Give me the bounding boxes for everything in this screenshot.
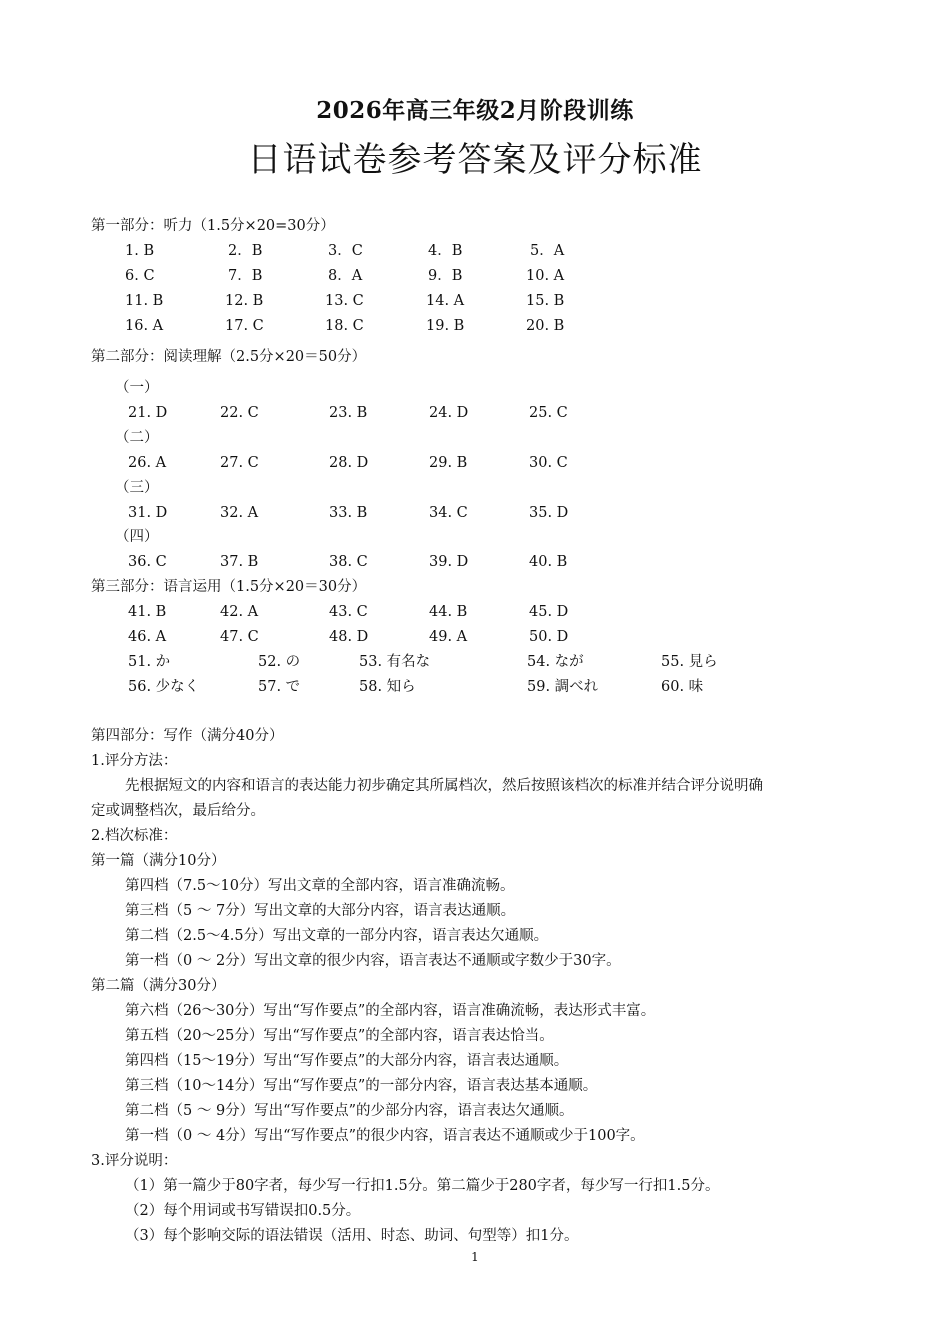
answer-item: 29. B [429, 455, 468, 471]
answer-item: 24. D [429, 405, 469, 421]
notes-title: 3.评分说明： [91, 1153, 178, 1169]
answer-item: 56. 少なく [128, 679, 200, 695]
essay2-level: 第三档（10～14分）写出“写作要点”的一部分内容，语言表达基本通顺。 [125, 1078, 598, 1094]
answer-item: 32. A [220, 505, 259, 521]
answer-item: 8．A [328, 268, 363, 284]
answer-item: 52. の [258, 654, 301, 670]
note-item: （1）第一篇少于80字者，每少写一行扣1.5分。第二篇少于280字者，每少写一行扣1.5分。 [125, 1178, 720, 1194]
essay1-level: 第二档（2.5～4.5分）写出文章的一部分内容，语言表达欠通顺。 [125, 928, 549, 944]
answer-item: 20. B [526, 318, 565, 334]
answer-item: 17. C [225, 318, 264, 334]
document-title: 日语试卷参考答案及评分标准 [247, 140, 703, 180]
group-label: （三） [115, 480, 159, 496]
note-item: （2）每个用词或书写错误扣0.5分。 [125, 1203, 361, 1219]
note-item: （3）每个影响交际的语法错误（活用、时态、助词、句型等）扣1分。 [125, 1228, 579, 1244]
answer-item: 57. で [258, 679, 301, 695]
answer-item: 45. D [529, 604, 569, 620]
essay1-title: 第一篇（满分10分） [91, 853, 226, 869]
answer-item: 2．B [228, 243, 263, 259]
answer-item: 38. C [329, 554, 368, 570]
answer-item: 35. D [529, 505, 569, 521]
page-number: 1 [471, 1250, 479, 1264]
answer-item: 27. C [220, 455, 259, 471]
group-label: （四） [115, 529, 159, 545]
essay2-level: 第一档（0 ～ 4分）写出“写作要点”的很少内容，语言表达不通顺或少于100字。 [125, 1128, 645, 1144]
standards-title: 2.档次标准： [91, 828, 178, 844]
answer-item: 7．B [228, 268, 263, 284]
answer-item: 55. 見ら [661, 654, 718, 670]
group-label: （一） [115, 380, 159, 396]
answer-item: 23. B [329, 405, 368, 421]
answer-item: 33. B [329, 505, 368, 521]
answer-item: 11. B [125, 293, 164, 309]
essay1-level: 第三档（5 ～ 7分）写出文章的大部分内容，语言表达通顺。 [125, 903, 516, 919]
answer-item: 51. か [128, 654, 171, 670]
essay2-level: 第二档（5 ～ 9分）写出“写作要点”的少部分内容，语言表达欠通顺。 [125, 1103, 574, 1119]
answer-item: 10. A [526, 268, 565, 284]
answer-item: 18. C [325, 318, 364, 334]
answer-item: 3．C [328, 243, 363, 259]
answer-item: 16. A [125, 318, 164, 334]
answer-item: 22. C [220, 405, 259, 421]
part2-heading: 第二部分：阅读理解（2.5分×20＝50分） [91, 349, 367, 365]
answer-item: 28. D [329, 455, 369, 471]
method-text-line2: 定或调整档次，最后给分。 [91, 803, 265, 819]
answer-item: 6. C [125, 268, 155, 284]
method-text-line1: 先根据短文的内容和语言的表达能力初步确定其所属档次，然后按照该档次的标准并结合评分说明确 [125, 778, 763, 794]
part3-heading: 第三部分：语言运用（1.5分×20＝30分） [91, 579, 367, 595]
answer-item: 25. C [529, 405, 568, 421]
answer-item: 48. D [329, 629, 369, 645]
answer-item: 47. C [220, 629, 259, 645]
answer-item: 60. 味 [661, 679, 704, 695]
answer-item: 53. 有名な [359, 654, 431, 670]
answer-item: 49. A [429, 629, 468, 645]
answer-item: 5．A [530, 243, 565, 259]
answer-item: 36. C [128, 554, 167, 570]
group-label: （二） [115, 430, 159, 446]
answer-item: 50. D [529, 629, 569, 645]
answer-item: 37. B [220, 554, 259, 570]
answer-item: 14. A [426, 293, 465, 309]
answer-item: 21. D [128, 405, 168, 421]
answer-item: 43. C [329, 604, 368, 620]
answer-item: 9．B [428, 268, 463, 284]
essay1-level: 第四档（7.5～10分）写出文章的全部内容，语言准确流畅。 [125, 878, 515, 894]
answer-item: 12. B [225, 293, 264, 309]
answer-item: 13. C [325, 293, 364, 309]
answer-item: 1. B [125, 243, 155, 259]
answer-item: 41. B [128, 604, 167, 620]
answer-item: 4．B [428, 243, 463, 259]
answer-item: 19. B [426, 318, 465, 334]
answer-item: 58. 知ら [359, 679, 416, 695]
method-title: 1.评分方法： [91, 753, 178, 769]
exam-subtitle: 2026年高三年级2月阶段训练 [316, 97, 634, 124]
answer-item: 42. A [220, 604, 259, 620]
answer-item: 26. A [128, 455, 167, 471]
answer-item: 34. C [429, 505, 468, 521]
essay1-level: 第一档（0 ～ 2分）写出文章的很少内容，语言表达不通顺或字数少于30字。 [125, 953, 621, 969]
answer-item: 44. B [429, 604, 468, 620]
answer-item: 46. A [128, 629, 167, 645]
essay2-level: 第六档（26～30分）写出“写作要点”的全部内容，语言准确流畅，表达形式丰富。 [125, 1003, 656, 1019]
answer-item: 39. D [429, 554, 469, 570]
answer-item: 30. C [529, 455, 568, 471]
essay2-title: 第二篇（满分30分） [91, 978, 226, 994]
essay2-level: 第四档（15～19分）写出“写作要点”的大部分内容，语言表达通顺。 [125, 1053, 569, 1069]
answer-item: 40. B [529, 554, 568, 570]
answer-item: 15. B [526, 293, 565, 309]
answer-item: 59. 調べれ [527, 679, 599, 695]
part1-heading: 第一部分：听力（1.5分×20=30分） [91, 218, 335, 234]
essay2-level: 第五档（20～25分）写出“写作要点”的全部内容，语言表达恰当。 [125, 1028, 554, 1044]
part4-heading: 第四部分：写作（满分40分） [91, 728, 284, 744]
answer-item: 54. なが [527, 654, 584, 670]
answer-item: 31. D [128, 505, 168, 521]
